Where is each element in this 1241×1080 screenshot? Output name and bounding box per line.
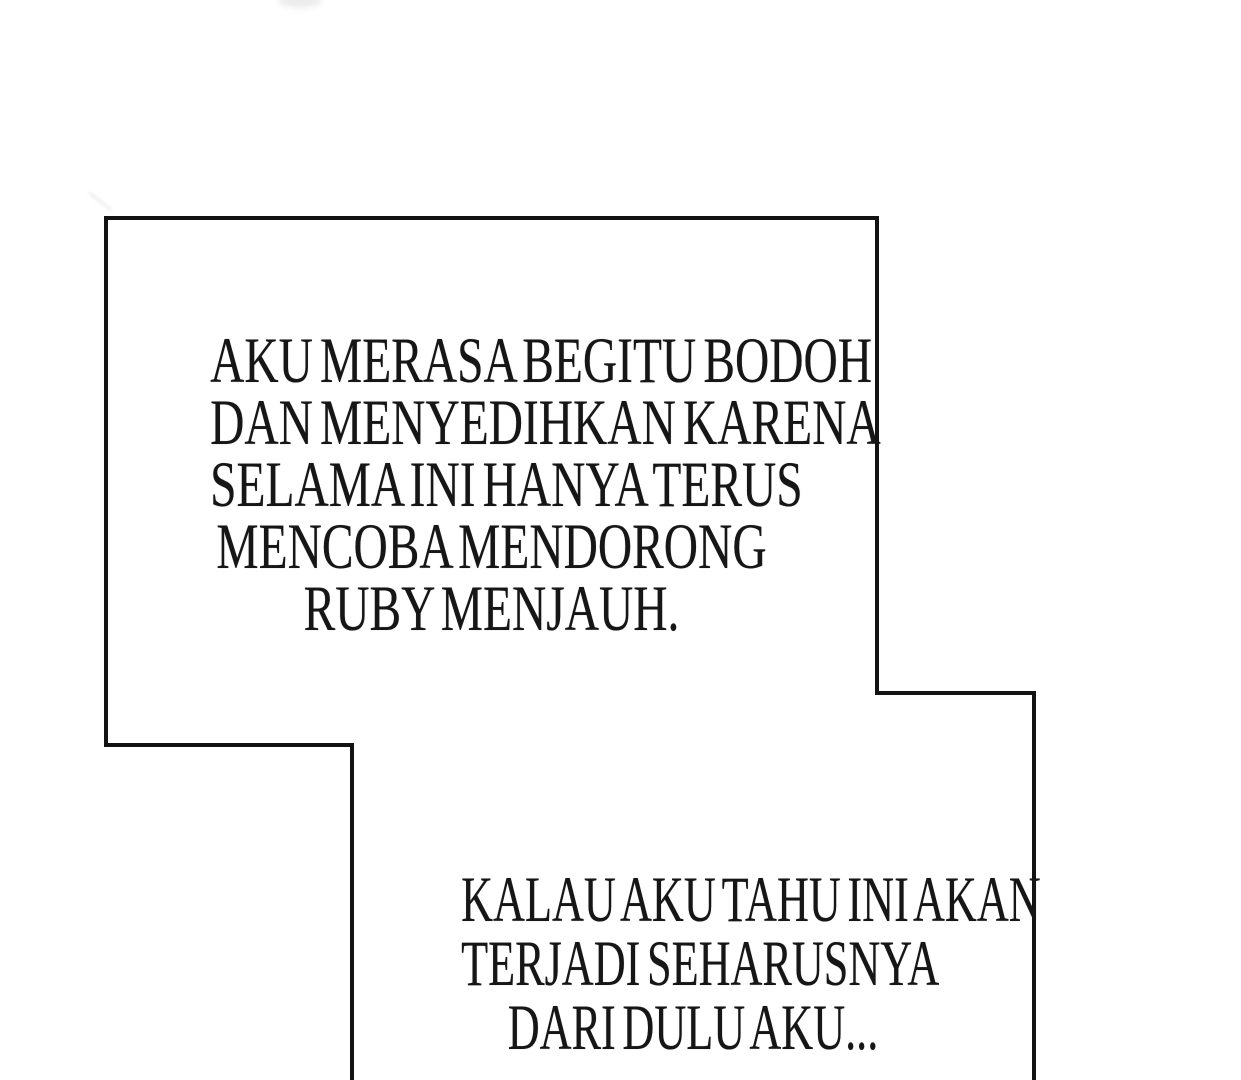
- narration-line: DAN MENYEDIHKAN KARENA: [210, 387, 881, 459]
- narration-line: AKU MERASA BEGITU BODOH: [210, 325, 873, 397]
- narration-line: TERJADI SEHARUSNYA: [461, 928, 940, 1000]
- narration-text-block-1: [210, 325, 881, 645]
- narration-line: KALAU AKU TAHU INI AKAN: [461, 864, 1041, 936]
- narration-text-block-2: [461, 864, 1041, 1064]
- narration-line: SELAMA INI HANYA TERUS: [210, 449, 803, 521]
- narration-line: RUBY MENJAUH.: [303, 573, 680, 645]
- narration-line: MENCOBA MENDORONG: [216, 511, 767, 583]
- narration-line: DARI DULU AKU...: [507, 992, 879, 1064]
